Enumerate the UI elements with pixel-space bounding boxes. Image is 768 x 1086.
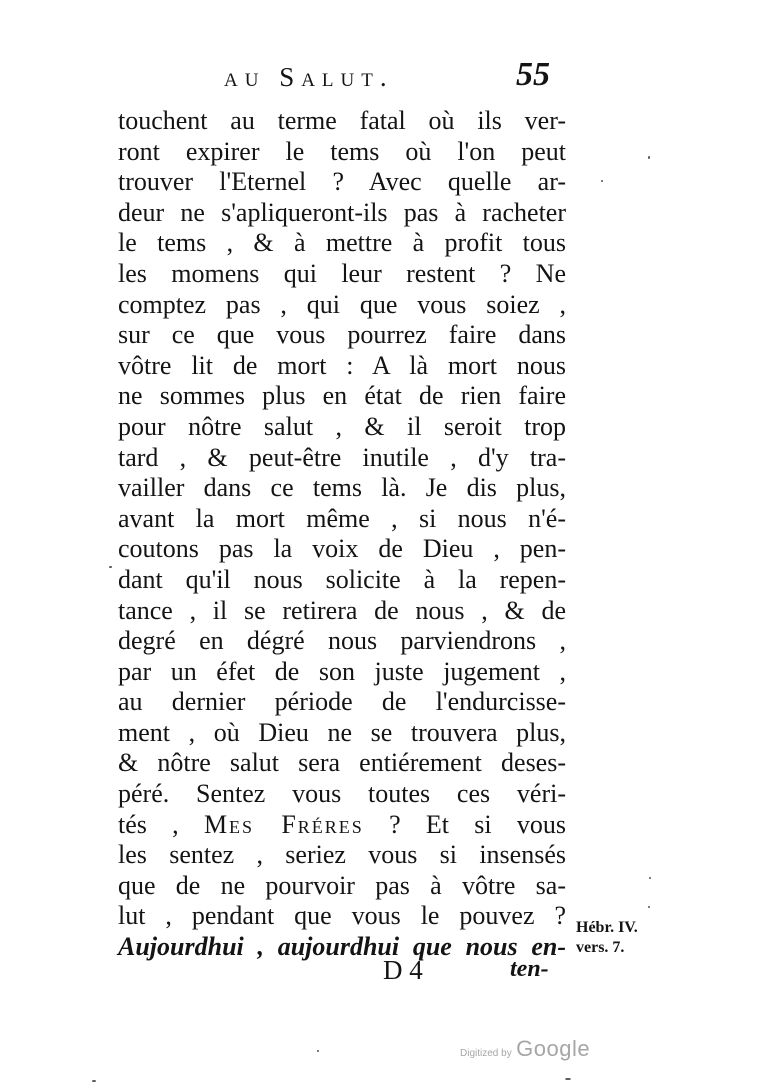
text-line: vailler dans ce tems là. Je dis plus, [118, 473, 566, 503]
margin-reference [576, 918, 638, 958]
ink-speck [649, 877, 651, 879]
text-line: ront expirer le tems où l'on peut [118, 136, 566, 166]
text-line: le tems , & à mettre à profit tous [118, 228, 566, 258]
text-line: comptez pas , qui que vous soiez , [118, 289, 566, 319]
text-fragment: ? Et si vous [363, 809, 566, 839]
text-line-address [118, 810, 566, 841]
page-number: 55 [516, 56, 550, 93]
margin-reference-line: Hébr. IV. [576, 919, 638, 936]
text-line: dant qu'il nous solicite à la repen- [118, 564, 566, 594]
text-line: ment , où Dieu ne se trouvera plus, [118, 717, 566, 747]
ink-speck [648, 906, 650, 908]
text-line: lut , pendant que vous le pouvez ? [118, 901, 566, 931]
margin-reference-line: vers. 7. [576, 939, 625, 956]
text-line: touchent au terme fatal où ils ver- [118, 106, 566, 135]
text-line: au dernier période de l'endurcisse- [118, 687, 566, 717]
ink-speck [648, 156, 650, 159]
watermark-prefix: Digitized by [460, 1048, 512, 1059]
ink-speck [601, 180, 603, 182]
text-line: les sentez , seriez vous si insensés [118, 840, 566, 870]
ink-speck [92, 1080, 96, 1082]
text-line: tard , & peut-être inutile , d'y tra- [118, 442, 566, 472]
italic-quote-line: Aujourdhui , aujourdhui que nous en- [118, 932, 566, 962]
text-line: degré en dégré nous parviendrons , [118, 626, 566, 656]
running-title: au Salut. [224, 62, 394, 92]
text-line: sur ce que vous pourrez faire dans [118, 320, 566, 350]
text-line: ne sommes plus en état de rien faire [118, 381, 566, 411]
text-line: & nôtre salut sera entiérement deses- [118, 748, 566, 778]
ink-speck [317, 1050, 319, 1052]
text-line: avant la mort même , si nous n'é- [118, 503, 566, 533]
text-line: deur ne s'apliqueront-ils pas à racheter [118, 197, 566, 227]
google-logo: Google [516, 1036, 591, 1061]
ink-speck [565, 1078, 571, 1080]
catchword: ten- [510, 956, 549, 982]
text-line: péré. Sentez vous toutes ces véri- [118, 779, 566, 809]
digitized-watermark [460, 1036, 590, 1062]
address-mes-freres: Mes Fréres [203, 809, 364, 839]
text-line: que de ne pourvoir pas à vôtre sa- [118, 870, 566, 900]
text-fragment: tés , [118, 809, 204, 839]
text-line: vôtre lit de mort : A là mort nous [118, 350, 566, 380]
text-line: par un éfet de son juste jugement , [118, 656, 566, 686]
signature-mark: D 4 [383, 955, 423, 985]
text-line: les momens qui leur restent ? Ne [118, 258, 566, 288]
body-text [118, 106, 566, 963]
text-line: pour nôtre salut , & il seroit trop [118, 411, 566, 441]
text-line: trouver l'Eternel ? Avec quelle ar- [118, 167, 566, 197]
ink-speck [109, 566, 112, 568]
text-line: coutons pas la voix de Dieu , pen- [118, 534, 566, 564]
text-line: tance , il se retirera de nous , & de [118, 595, 566, 625]
